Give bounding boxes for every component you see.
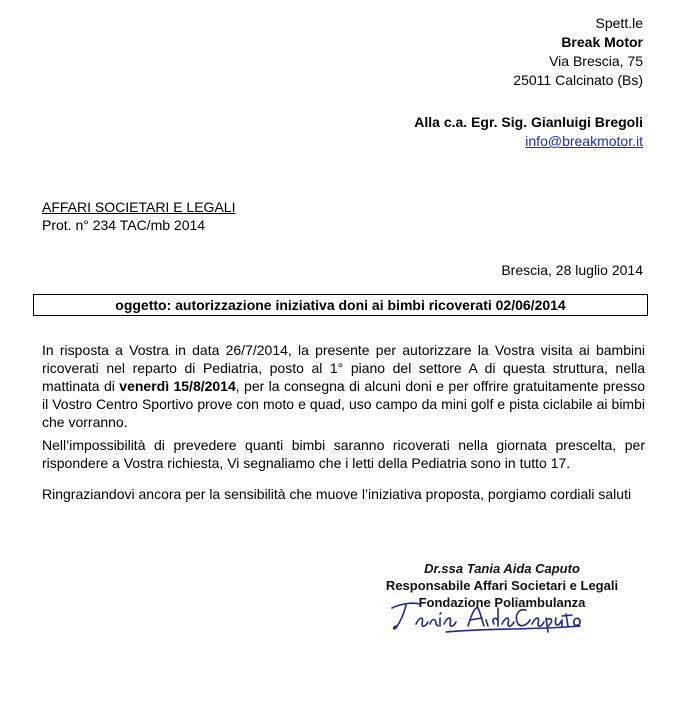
email-link[interactable]: info@breakmotor.it — [525, 133, 643, 149]
signatory-role: Responsabile Affari Societari e Legali — [385, 578, 619, 593]
attention-block — [414, 113, 643, 151]
paragraph-3: Ringraziandovi ancora per la sensibilità che muove l’iniziativa proposta, porgiamo cordiali saluti — [42, 486, 632, 502]
paragraph-1-bold-date: venerdì 15/8/2014 — [119, 378, 236, 394]
attention-line: Alla c.a. Egr. Sig. Gianluigi Bregoli — [414, 114, 643, 130]
recipient-company: Break Motor — [561, 34, 643, 50]
recipient-salutation: Spett.le — [595, 15, 643, 31]
paragraph-1 — [42, 341, 645, 431]
paragraph-1-text-b: , per la consegna di alcuni doni e per offrire gratuitamente presso il Vostro Centro Sportivo prove con moto e quad, uso campo da mini golf e pista ciclabile ai bimbi che vorranno. — [42, 378, 645, 430]
paragraph-1-text-a: In risposta a Vostra in data 26/7/2014, la presente per autorizzare la Vostra visita ai bambini ricoverati nel reparto di Pediatria, posto al 1° piano del settore A di questa struttura, nella mattinata di — [42, 342, 645, 394]
recipient-city: 25011 Calcinato (Bs) — [513, 72, 643, 88]
recipient-address — [513, 14, 643, 90]
department-name: AFFARI SOCIETARI E LEGALI — [42, 199, 236, 215]
handwritten-signature — [386, 596, 586, 636]
paragraph-2: Nell’impossibilità di prevedere quanti bimbi saranno ricoverati nella giornata prescelta, per rispondere a Vostra richiesta, Vi segnaliamo che i letti della Pediatria sono in tutto 17. — [42, 437, 645, 471]
letter-date: Brescia, 28 luglio 2014 — [501, 262, 643, 278]
signatory-name: Dr.ssa Tania Aida Caputo — [424, 561, 580, 576]
subject-box — [33, 294, 648, 316]
department-block — [42, 198, 235, 234]
recipient-street: Via Brescia, 75 — [549, 53, 643, 69]
signatory-organization: Fondazione Poliambulanza — [418, 595, 586, 610]
subject-text: oggetto: autorizzazione iniziativa doni ai bimbi ricoverati 02/06/2014 — [115, 297, 566, 313]
protocol-number: Prot. n° 234 TAC/mb 2014 — [42, 217, 206, 233]
